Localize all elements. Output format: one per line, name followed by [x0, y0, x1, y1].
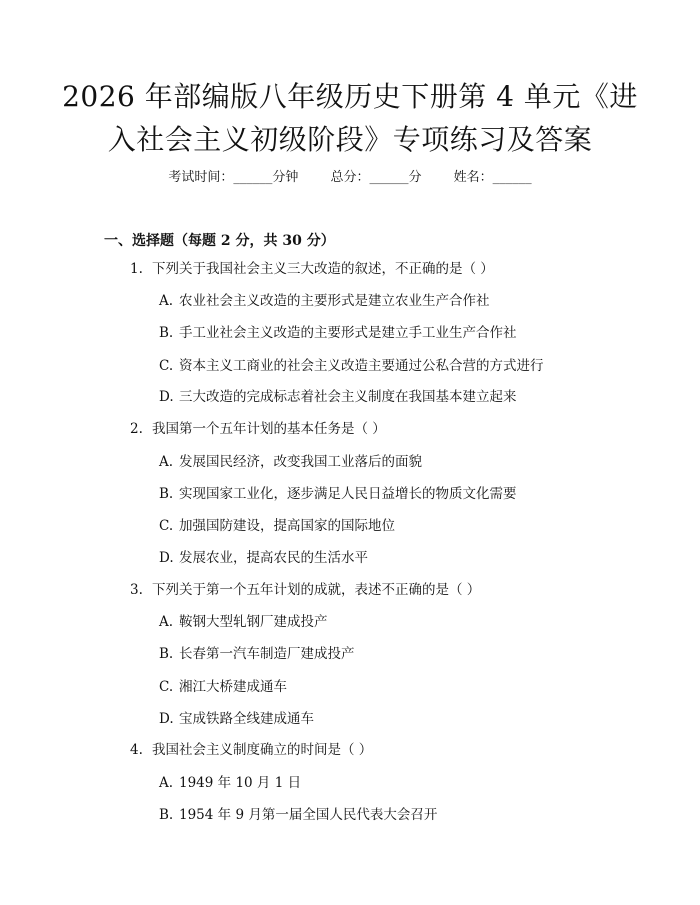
option-letter: B.: [159, 646, 174, 662]
question-3-option-b: [159, 644, 355, 664]
section-title-choice: 一、选择题（每题 2 分，共 30 分）: [104, 233, 335, 249]
question-2: [130, 419, 386, 439]
option-text: 资本主义工商业的社会主义改造主要通过公私合营的方式进行: [179, 358, 544, 374]
option-text: 1954 年 9 月第一届全国人民代表大会召开: [179, 807, 438, 823]
option-text: 发展农业，提高农民的生活水平: [179, 550, 368, 566]
question-text: 下列关于第一个五年计划的成就，表述不正确的是（ ）: [152, 582, 481, 598]
option-letter: B.: [159, 486, 174, 502]
document-title-line-1: 2026 年部编版八年级历史下册第 4 单元《进: [62, 80, 638, 113]
option-letter: A.: [159, 454, 174, 470]
option-text: 宝成铁路全线建成通车: [179, 711, 314, 727]
option-letter: C.: [159, 518, 174, 534]
question-1: [130, 259, 494, 279]
question-number: 3.: [130, 582, 143, 598]
question-number: 2.: [130, 421, 143, 437]
question-4-option-a: [159, 773, 301, 793]
question-text: 我国第一个五年计划的基本任务是（ ）: [152, 421, 386, 437]
option-letter: D.: [159, 550, 174, 566]
option-letter: C.: [159, 679, 174, 695]
option-text: 农业社会主义改造的主要形式是建立农业生产合作社: [179, 293, 490, 309]
option-letter: B.: [159, 807, 174, 823]
option-text: 鞍钢大型轧钢厂建成投产: [179, 614, 328, 630]
question-3-option-d: [159, 709, 314, 729]
question-2-option-c: [159, 516, 395, 536]
question-1-option-c: [159, 356, 544, 376]
option-text: 加强国防建设，提高国家的国际地位: [179, 518, 395, 534]
option-text: 1949 年 10 月 1 日: [179, 775, 302, 791]
question-2-option-a: [159, 452, 422, 472]
question-3: [130, 580, 480, 600]
option-letter: A.: [159, 775, 174, 791]
option-letter: C.: [159, 358, 174, 374]
question-number: 4.: [130, 742, 143, 758]
question-1-option-d: [159, 387, 517, 407]
option-letter: D.: [159, 389, 174, 405]
question-4-option-b: [159, 805, 437, 825]
option-text: 手工业社会主义改造的主要形式是建立手工业生产合作社: [179, 325, 517, 341]
question-text: 我国社会主义制度确立的时间是（ ）: [152, 742, 373, 758]
option-text: 发展国民经济，改变我国工业落后的面貌: [179, 454, 422, 470]
option-letter: A.: [159, 293, 174, 309]
exam-info-line: [0, 169, 700, 187]
question-2-option-d: [159, 548, 368, 568]
question-1-option-a: [159, 291, 490, 311]
document-title-line-2: 入社会主义初级阶段》专项练习及答案: [107, 123, 593, 156]
option-text: 三大改造的完成标志着社会主义制度在我国基本建立起来: [179, 389, 517, 405]
exam-time-field: 考试时间：______分钟: [168, 170, 299, 185]
option-text: 长春第一汽车制造厂建成投产: [179, 646, 355, 662]
exam-name-field: 姓名：______: [453, 170, 532, 185]
option-letter: D.: [159, 711, 174, 727]
exam-score-field: 总分：______分: [330, 170, 422, 185]
question-1-option-b: [159, 323, 517, 343]
option-text: 实现国家工业化，逐步满足人民日益增长的物质文化需要: [179, 486, 517, 502]
question-3-option-c: [159, 677, 287, 697]
option-letter: B.: [159, 325, 174, 341]
question-4: [130, 740, 372, 760]
option-text: 湘江大桥建成通车: [179, 679, 287, 695]
question-3-option-a: [159, 612, 328, 632]
question-text: 下列关于我国社会主义三大改造的叙述，不正确的是（ ）: [152, 261, 494, 277]
question-2-option-b: [159, 484, 517, 504]
question-number: 1.: [130, 261, 143, 277]
option-letter: A.: [159, 614, 174, 630]
